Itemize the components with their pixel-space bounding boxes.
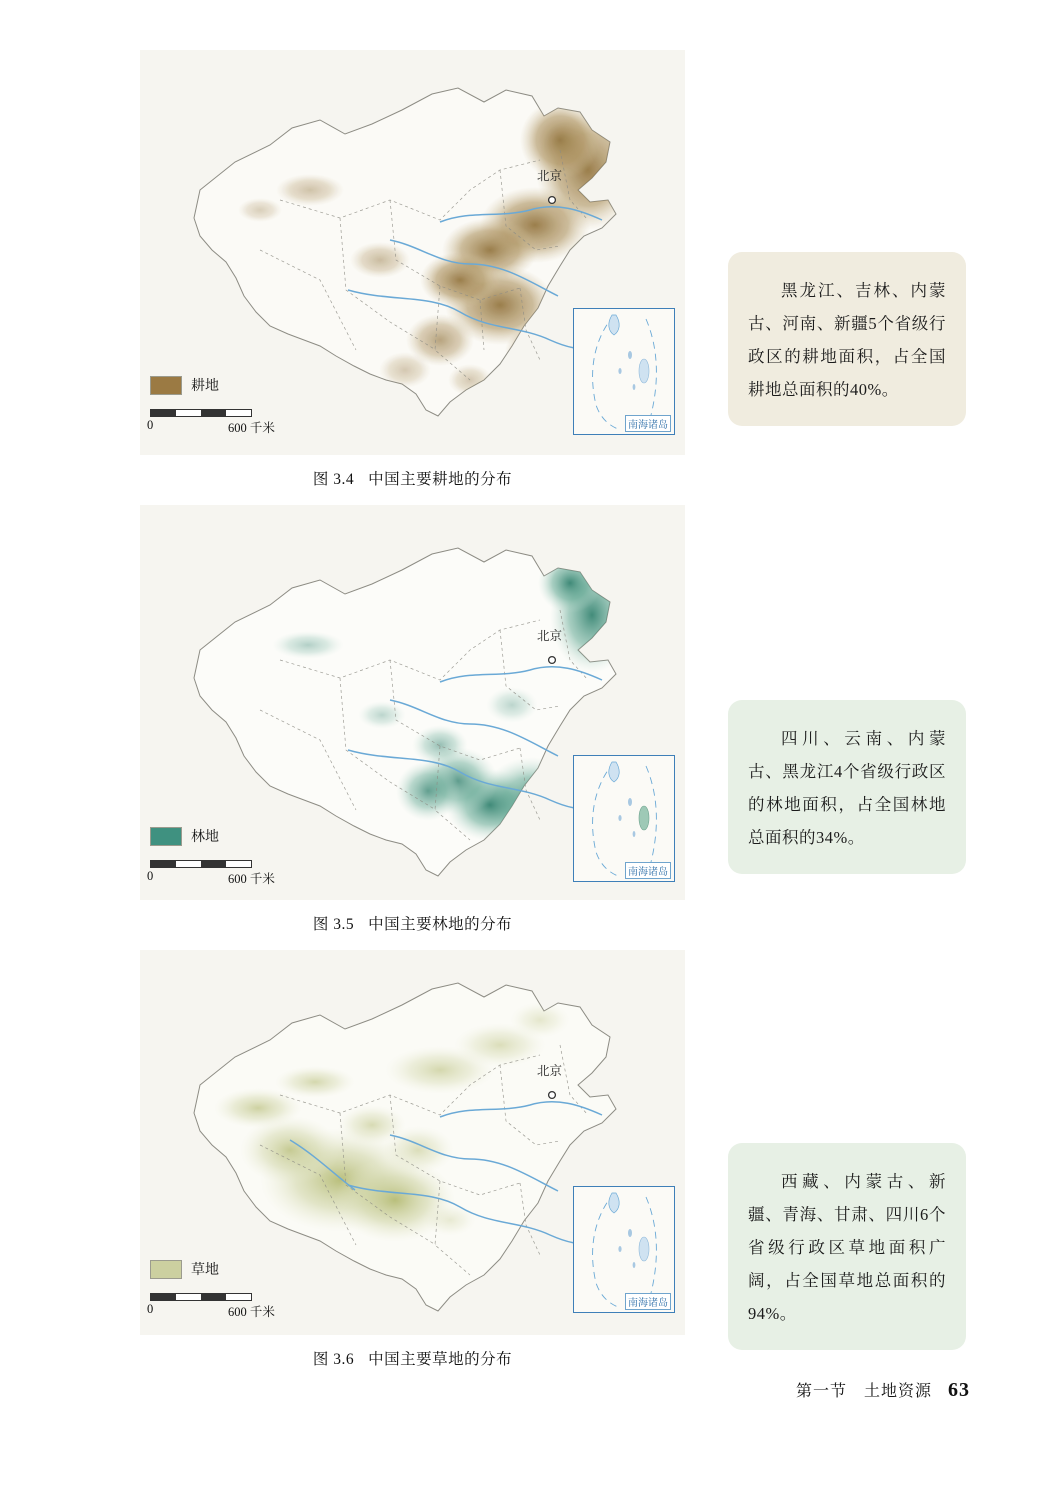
- inset-label: 南海诸岛: [625, 1293, 671, 1310]
- figure-number: 图 3.6: [312, 1351, 355, 1368]
- figure-title: 中国主要耕地的分布: [368, 471, 513, 488]
- scale-bar-graphic: [150, 1293, 252, 1301]
- legend-label: 草地: [191, 1263, 219, 1278]
- scale-bar: [147, 860, 275, 886]
- page-number: 63: [948, 1379, 970, 1401]
- scale-value-label: 600 千米: [228, 872, 275, 886]
- figure-title: 中国主要草地的分布: [368, 1351, 513, 1368]
- scale-bar: [147, 1293, 275, 1319]
- inset-label: 南海诸岛: [625, 862, 671, 879]
- figure-number: 图 3.5: [312, 916, 355, 933]
- capital-marker-beijing: [537, 170, 562, 183]
- note-text: 四川、云南、内蒙古、黑龙江4个省级行政区的林地面积，占全国林地总面积的34%。: [748, 729, 946, 847]
- capital-marker-beijing: [537, 630, 562, 643]
- note-grassland: [728, 1143, 966, 1350]
- capital-marker-beijing: [537, 1065, 562, 1078]
- scale-bar-ticks: [147, 417, 275, 435]
- legend-label: 林地: [191, 830, 219, 845]
- figure-caption: [140, 467, 685, 489]
- note-text: 西藏、内蒙古、新疆、青海、甘肃、四川6个省级行政区草地面积广阔，占全国草地总面积的94%。: [748, 1172, 946, 1323]
- legend-swatch-icon: [150, 827, 182, 846]
- scale-bar-ticks: [147, 1301, 275, 1319]
- scale-zero-label: 0: [147, 418, 154, 432]
- page-footer: [796, 1378, 970, 1402]
- figure-forest: [140, 505, 685, 934]
- figure-number: 图 3.4: [312, 471, 355, 488]
- capital-label: 北京: [537, 1064, 563, 1078]
- note-cropland: [728, 252, 966, 426]
- footer-section-title: 第一节 土地资源: [795, 1383, 932, 1400]
- scale-bar: [147, 409, 275, 435]
- scale-bar-graphic: [150, 860, 252, 868]
- legend-row: [150, 826, 268, 846]
- inset-label: 南海诸岛: [625, 415, 671, 432]
- scale-value-label: 600 千米: [228, 421, 275, 435]
- scale-bar-ticks: [147, 868, 275, 886]
- figure-caption: [140, 912, 685, 934]
- legend-grassland: [147, 1259, 275, 1319]
- figure-cropland: [140, 50, 685, 489]
- legend-cropland: [147, 375, 275, 435]
- map-forest: [140, 505, 685, 900]
- inset-south-china-sea: [573, 308, 675, 435]
- capital-label: 北京: [537, 629, 563, 643]
- inset-south-china-sea: [573, 755, 675, 882]
- map-grassland: [140, 950, 685, 1335]
- note-forest: [728, 700, 966, 874]
- inset-south-china-sea: [573, 1186, 675, 1313]
- scale-zero-label: 0: [147, 869, 154, 883]
- legend-row: [150, 375, 268, 395]
- figure-grassland: [140, 950, 685, 1369]
- legend-row: [150, 1259, 268, 1279]
- scale-zero-label: 0: [147, 1302, 154, 1316]
- capital-label: 北京: [537, 169, 563, 183]
- figure-title: 中国主要林地的分布: [368, 916, 513, 933]
- figure-caption: [140, 1347, 685, 1369]
- legend-forest: [147, 826, 275, 886]
- legend-swatch-icon: [150, 1260, 182, 1279]
- map-cropland: [140, 50, 685, 455]
- legend-swatch-icon: [150, 376, 182, 395]
- scale-bar-graphic: [150, 409, 252, 417]
- scale-value-label: 600 千米: [228, 1305, 275, 1319]
- note-text: 黑龙江、吉林、内蒙古、河南、新疆5个省级行政区的耕地面积，占全国耕地总面积的40%。: [748, 281, 946, 399]
- legend-label: 耕地: [191, 379, 219, 394]
